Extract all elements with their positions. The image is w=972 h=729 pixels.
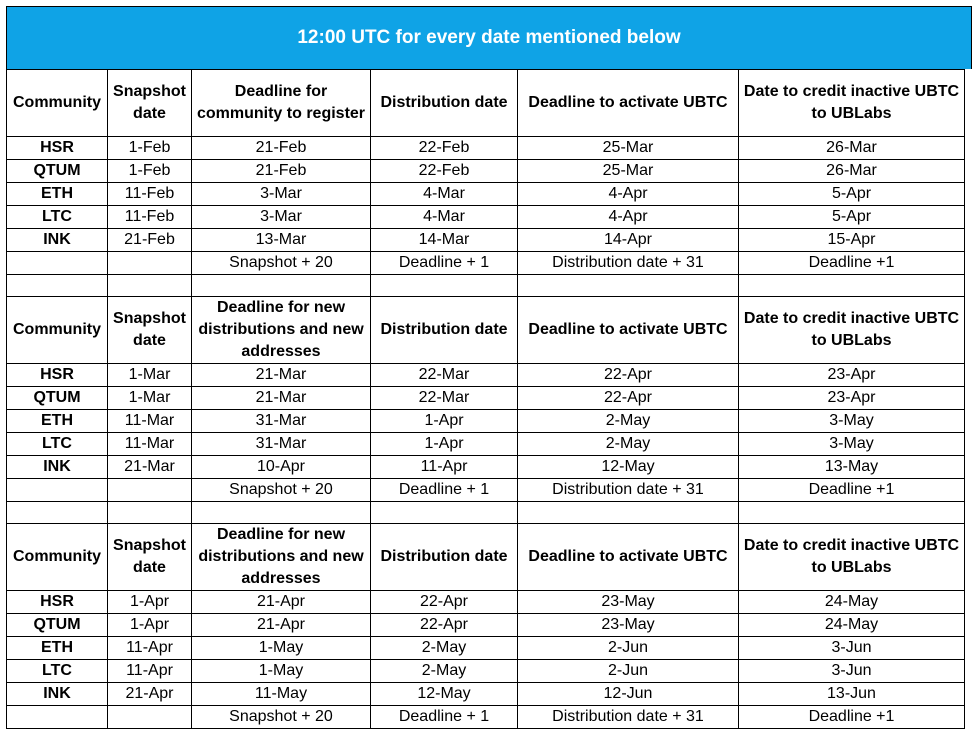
credit-cell: 5-Apr — [739, 206, 965, 229]
table-row — [7, 637, 965, 660]
table-row — [7, 591, 965, 614]
banner-title: 12:00 UTC for every date mentioned below — [6, 6, 972, 69]
header-row — [7, 70, 965, 137]
empty-cell — [7, 275, 108, 297]
community-cell: LTC — [7, 660, 108, 683]
deadline-cell: 11-May — [192, 683, 371, 706]
column-header-deadline: Deadline for new distributions and new addresses — [192, 297, 371, 364]
snapshot-cell: 1-Apr — [108, 591, 192, 614]
header-row — [7, 297, 965, 364]
formula-row — [7, 706, 965, 729]
distribution-cell: 4-Mar — [371, 183, 518, 206]
snapshot-cell: 11-Mar — [108, 433, 192, 456]
credit-cell: 23-Apr — [739, 387, 965, 410]
column-header-snapshot: Snapshot date — [108, 524, 192, 591]
column-header-community: Community — [7, 297, 108, 364]
distribution-cell: 14-Mar — [371, 229, 518, 252]
table-row — [7, 206, 965, 229]
formula-cell-snapshot — [108, 479, 192, 502]
formula-cell-deadline: Snapshot + 20 — [192, 706, 371, 729]
deadline-cell: 21-Mar — [192, 387, 371, 410]
empty-cell — [739, 502, 965, 524]
activate-cell: 14-Apr — [518, 229, 739, 252]
formula-cell-credit: Deadline +1 — [739, 252, 965, 275]
table-row — [7, 410, 965, 433]
spacer-row — [7, 275, 965, 297]
activate-cell: 2-Jun — [518, 637, 739, 660]
formula-cell-distribution: Deadline + 1 — [371, 479, 518, 502]
snapshot-cell: 21-Mar — [108, 456, 192, 479]
table-row — [7, 364, 965, 387]
activate-cell: 12-May — [518, 456, 739, 479]
community-cell: HSR — [7, 591, 108, 614]
credit-cell: 3-Jun — [739, 660, 965, 683]
column-header-credit: Date to credit inactive UBTC to UBLabs — [739, 297, 965, 364]
distribution-cell: 2-May — [371, 660, 518, 683]
community-cell: LTC — [7, 433, 108, 456]
snapshot-cell: 1-Mar — [108, 387, 192, 410]
formula-cell-distribution: Deadline + 1 — [371, 252, 518, 275]
credit-cell: 3-May — [739, 433, 965, 456]
snapshot-cell: 11-Apr — [108, 637, 192, 660]
formula-cell-activate: Distribution date + 31 — [518, 479, 739, 502]
deadline-cell: 13-Mar — [192, 229, 371, 252]
distribution-cell: 2-May — [371, 637, 518, 660]
table-row — [7, 433, 965, 456]
formula-cell-deadline: Snapshot + 20 — [192, 479, 371, 502]
credit-cell: 26-Mar — [739, 160, 965, 183]
formula-cell-credit: Deadline +1 — [739, 706, 965, 729]
snapshot-cell: 1-Apr — [108, 614, 192, 637]
activate-cell: 25-Mar — [518, 160, 739, 183]
formula-cell-snapshot — [108, 252, 192, 275]
activate-cell: 23-May — [518, 614, 739, 637]
snapshot-cell: 11-Apr — [108, 660, 192, 683]
column-header-snapshot: Snapshot date — [108, 297, 192, 364]
credit-cell: 5-Apr — [739, 183, 965, 206]
formula-cell-distribution: Deadline + 1 — [371, 706, 518, 729]
table-row — [7, 387, 965, 410]
column-header-distribution: Distribution date — [371, 70, 518, 137]
snapshot-cell: 1-Feb — [108, 137, 192, 160]
snapshot-cell: 11-Feb — [108, 183, 192, 206]
table-row — [7, 456, 965, 479]
community-cell: HSR — [7, 137, 108, 160]
schedule-table — [6, 69, 965, 729]
community-cell: QTUM — [7, 160, 108, 183]
column-header-community: Community — [7, 70, 108, 137]
snapshot-cell: 21-Feb — [108, 229, 192, 252]
spacer-row — [7, 502, 965, 524]
column-header-distribution: Distribution date — [371, 524, 518, 591]
column-header-snapshot: Snapshot date — [108, 70, 192, 137]
empty-cell — [371, 502, 518, 524]
empty-cell — [108, 275, 192, 297]
activate-cell: 2-May — [518, 433, 739, 456]
deadline-cell: 3-Mar — [192, 183, 371, 206]
distribution-cell: 22-Apr — [371, 614, 518, 637]
column-header-activate: Deadline to activate UBTC — [518, 297, 739, 364]
formula-cell-deadline: Snapshot + 20 — [192, 252, 371, 275]
credit-cell: 13-Jun — [739, 683, 965, 706]
activate-cell: 23-May — [518, 591, 739, 614]
formula-cell-snapshot — [108, 706, 192, 729]
distribution-cell: 22-Mar — [371, 387, 518, 410]
activate-cell: 2-May — [518, 410, 739, 433]
distribution-cell: 22-Feb — [371, 137, 518, 160]
deadline-cell: 31-Mar — [192, 433, 371, 456]
credit-cell: 3-May — [739, 410, 965, 433]
distribution-cell: 22-Feb — [371, 160, 518, 183]
formula-cell-credit: Deadline +1 — [739, 479, 965, 502]
community-cell: QTUM — [7, 387, 108, 410]
community-cell: QTUM — [7, 614, 108, 637]
deadline-cell: 1-May — [192, 660, 371, 683]
community-cell: ETH — [7, 410, 108, 433]
formula-cell-community — [7, 706, 108, 729]
table-row — [7, 660, 965, 683]
deadline-cell: 21-Apr — [192, 614, 371, 637]
distribution-cell: 22-Apr — [371, 591, 518, 614]
distribution-cell: 12-May — [371, 683, 518, 706]
empty-cell — [192, 275, 371, 297]
column-header-activate: Deadline to activate UBTC — [518, 524, 739, 591]
table-row — [7, 229, 965, 252]
formula-row — [7, 252, 965, 275]
credit-cell: 26-Mar — [739, 137, 965, 160]
snapshot-cell: 1-Mar — [108, 364, 192, 387]
distribution-cell: 4-Mar — [371, 206, 518, 229]
community-cell: ETH — [7, 637, 108, 660]
table-row — [7, 160, 965, 183]
formula-row — [7, 479, 965, 502]
formula-cell-community — [7, 252, 108, 275]
table-row — [7, 183, 965, 206]
column-header-community: Community — [7, 524, 108, 591]
column-header-deadline: Deadline for new distributions and new addresses — [192, 524, 371, 591]
activate-cell: 22-Apr — [518, 364, 739, 387]
credit-cell: 23-Apr — [739, 364, 965, 387]
deadline-cell: 21-Mar — [192, 364, 371, 387]
community-cell: HSR — [7, 364, 108, 387]
snapshot-cell: 11-Mar — [108, 410, 192, 433]
deadline-cell: 10-Apr — [192, 456, 371, 479]
empty-cell — [518, 275, 739, 297]
empty-cell — [108, 502, 192, 524]
community-cell: INK — [7, 683, 108, 706]
activate-cell: 4-Apr — [518, 206, 739, 229]
community-cell: LTC — [7, 206, 108, 229]
deadline-cell: 1-May — [192, 637, 371, 660]
credit-cell: 24-May — [739, 591, 965, 614]
distribution-cell: 11-Apr — [371, 456, 518, 479]
column-header-activate: Deadline to activate UBTC — [518, 70, 739, 137]
column-header-distribution: Distribution date — [371, 297, 518, 364]
formula-cell-activate: Distribution date + 31 — [518, 252, 739, 275]
spreadsheet — [6, 6, 972, 729]
deadline-cell: 21-Apr — [192, 591, 371, 614]
table-row — [7, 614, 965, 637]
distribution-cell: 22-Mar — [371, 364, 518, 387]
community-cell: INK — [7, 229, 108, 252]
table-row — [7, 683, 965, 706]
activate-cell: 4-Apr — [518, 183, 739, 206]
column-header-credit: Date to credit inactive UBTC to UBLabs — [739, 70, 965, 137]
formula-cell-community — [7, 479, 108, 502]
empty-cell — [739, 275, 965, 297]
activate-cell: 22-Apr — [518, 387, 739, 410]
formula-cell-activate: Distribution date + 31 — [518, 706, 739, 729]
column-header-credit: Date to credit inactive UBTC to UBLabs — [739, 524, 965, 591]
snapshot-cell: 1-Feb — [108, 160, 192, 183]
deadline-cell: 21-Feb — [192, 137, 371, 160]
deadline-cell: 31-Mar — [192, 410, 371, 433]
activate-cell: 12-Jun — [518, 683, 739, 706]
snapshot-cell: 11-Feb — [108, 206, 192, 229]
empty-cell — [371, 275, 518, 297]
community-cell: ETH — [7, 183, 108, 206]
empty-cell — [7, 502, 108, 524]
deadline-cell: 21-Feb — [192, 160, 371, 183]
credit-cell: 15-Apr — [739, 229, 965, 252]
distribution-cell: 1-Apr — [371, 410, 518, 433]
activate-cell: 25-Mar — [518, 137, 739, 160]
snapshot-cell: 21-Apr — [108, 683, 192, 706]
table-row — [7, 137, 965, 160]
community-cell: INK — [7, 456, 108, 479]
credit-cell: 24-May — [739, 614, 965, 637]
activate-cell: 2-Jun — [518, 660, 739, 683]
credit-cell: 13-May — [739, 456, 965, 479]
empty-cell — [518, 502, 739, 524]
column-header-deadline: Deadline for community to register — [192, 70, 371, 137]
header-row — [7, 524, 965, 591]
deadline-cell: 3-Mar — [192, 206, 371, 229]
distribution-cell: 1-Apr — [371, 433, 518, 456]
credit-cell: 3-Jun — [739, 637, 965, 660]
empty-cell — [192, 502, 371, 524]
